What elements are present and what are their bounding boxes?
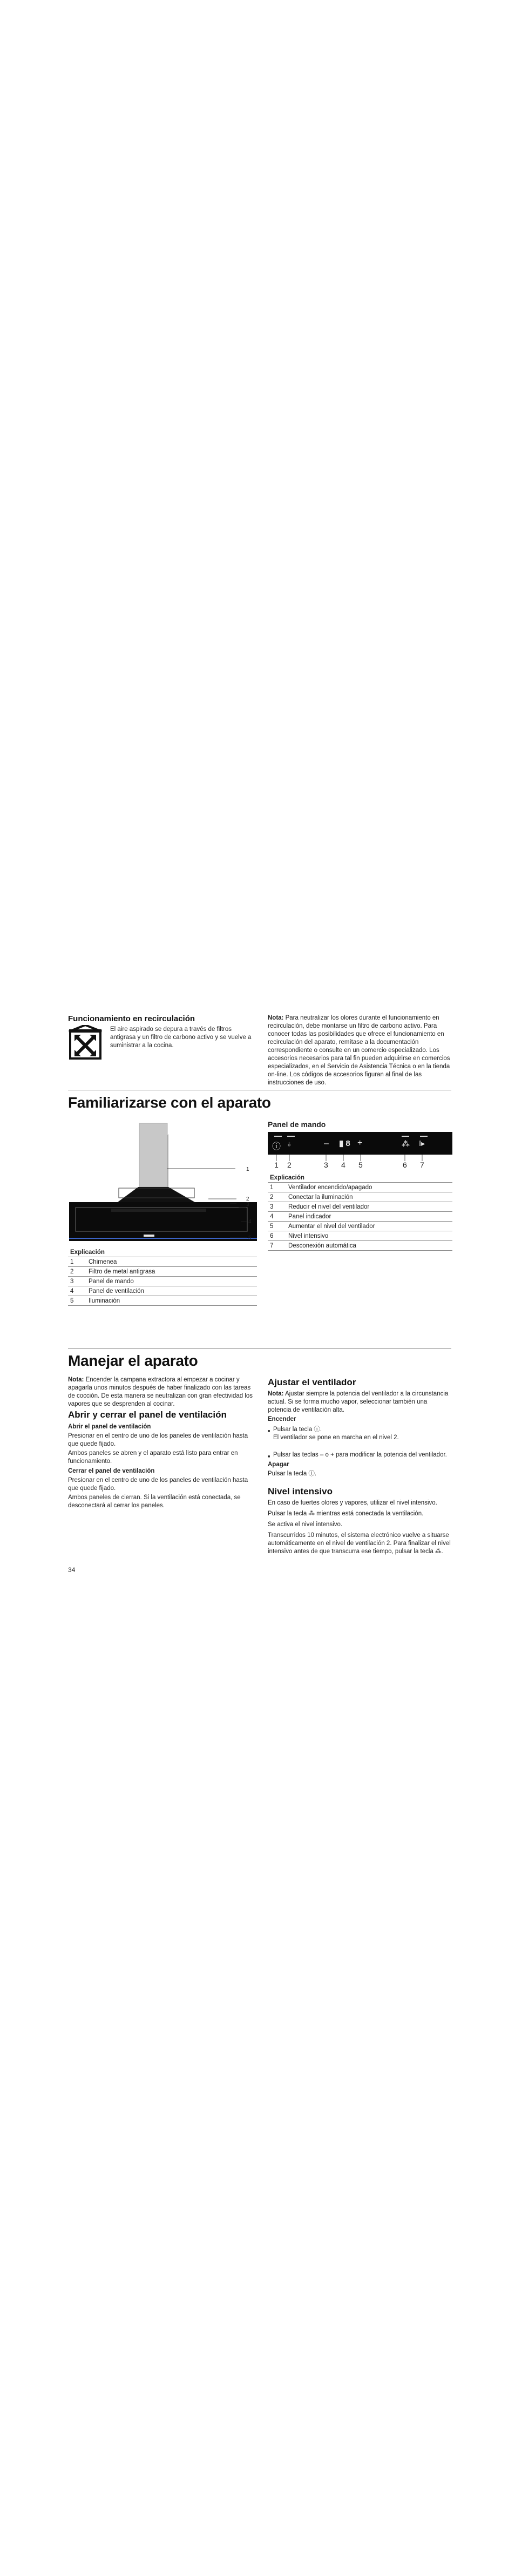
cerrar-text-1: Presionar en el centro de uno de los paneles de ventilación hasta que quede fijado. <box>68 1477 248 1492</box>
encender-step-1: ■ Pulsar la tecla ⓘ. <box>268 1426 451 1434</box>
table-row: 4 Panel indicador <box>268 1212 452 1222</box>
manejar-note <box>68 1376 257 1408</box>
panel-key-mark <box>274 1136 282 1137</box>
panel-number-2: 2 <box>287 1161 292 1169</box>
callout-5: 5 <box>248 1235 252 1241</box>
encender-step-2: ■ Pulsar las teclas – o + para modificar la potencia del ventilador. <box>268 1451 451 1459</box>
panel-title: Panel de mando <box>268 1120 326 1129</box>
ajustar-title: Ajustar el ventilador <box>268 1377 356 1387</box>
abrir-text-1: Presionar en el centro de uno de los paneles de ventilación hasta que quede fijado. <box>68 1433 248 1447</box>
table-row: 2 Conectar la iluminación <box>268 1192 452 1202</box>
display-indicator: ▮ 8 <box>339 1139 350 1148</box>
familiar-title: Familiarizarse con el aparato <box>68 1094 271 1111</box>
table-row: 7 Desconexión automática <box>268 1241 452 1251</box>
intensivo-text-4: Transcurridos 10 minutos, el sistema electrónico vuelve a situarse automáticamente en el nivel de ventilación 2. Para finalizar el nivel intensivo antes de que transcurra ese tiempo, pulsar la tecla ⁂. <box>268 1532 451 1555</box>
legend-table-panel <box>268 1173 452 1251</box>
legend-table-hood <box>68 1247 257 1306</box>
abrir-text-2: Ambos paneles se abren y el aparato está listo para entrar en funcionamiento. <box>68 1450 238 1465</box>
recirculation-icon <box>68 1025 103 1061</box>
intensive-icon[interactable]: ⁂ <box>402 1139 410 1149</box>
page-number: 34 <box>68 1566 76 1574</box>
recirc-note <box>268 1014 451 1087</box>
note-label: Nota: <box>268 1015 284 1021</box>
intensivo-title: Nivel intensivo <box>268 1486 333 1496</box>
table-row: 3 Panel de mando <box>68 1277 257 1286</box>
panel-number-7: 7 <box>420 1161 424 1169</box>
apagar-text: Pulsar la tecla ⓘ. <box>268 1471 317 1477</box>
table-row: 5 Aumentar el nivel del ventilador <box>268 1222 452 1231</box>
note-label: Nota: <box>268 1391 284 1397</box>
power-icon[interactable]: ⓘ <box>272 1142 281 1151</box>
hood-illustration <box>68 1122 257 1241</box>
plus-icon[interactable]: + <box>357 1138 363 1148</box>
recirc-title: Funcionamiento en recirculación <box>68 1014 195 1023</box>
encender-step-1-result: El ventilador se pone en marcha en el nivel 2. <box>273 1434 399 1441</box>
panel-key-mark <box>402 1136 409 1137</box>
recirc-text: El aire aspirado se depura a través de filtros antigrasa y un filtro de carbono activo y se vuelve a suministrar a la cocina. <box>110 1026 252 1049</box>
table-row: 6 Nivel intensivo <box>268 1231 452 1241</box>
table-row: 1 Chimenea <box>68 1257 257 1267</box>
intensivo-text-1: En caso de fuertes olores y vapores, utilizar el nivel intensivo. <box>268 1500 437 1506</box>
table-row: 2 Filtro de metal antigrasa <box>68 1267 257 1277</box>
abrir-subtitle: Abrir el panel de ventilación <box>68 1424 151 1430</box>
manejar-title: Manejar el aparato <box>68 1352 198 1369</box>
panel-number-4: 4 <box>341 1161 345 1169</box>
auto-off-icon[interactable]: Ⅰ▸ <box>419 1139 425 1148</box>
intensivo-text-3: Se activa el nivel intensivo. <box>268 1521 343 1528</box>
note-text: Ajustar siempre la potencia del ventilador a la circunstancia actual. Si se forma mucho vapor, seleccionar también una potencia de ventilación alta. <box>268 1391 449 1413</box>
legend-header: Explicación <box>68 1247 257 1257</box>
table-row: 1 Ventilador encendido/apagado <box>268 1183 452 1192</box>
ajustar-note <box>268 1390 451 1414</box>
note-label: Nota: <box>68 1377 84 1383</box>
legend-header: Explicación <box>268 1173 452 1183</box>
panel-number-6: 6 <box>403 1161 407 1169</box>
encender-subtitle: Encender <box>268 1416 296 1422</box>
note-text: Encender la campana extractora al empezar a cocinar y apagarla unos minutos después de haber finalizado con las tareas de cocción. De esta manera se neutralizan con gran efectividad los vapores que se desprenden al cocinar. <box>68 1377 253 1407</box>
abrir-title: Abrir y cerrar el panel de ventilación <box>68 1410 227 1420</box>
light-icon[interactable]: ♁ <box>286 1139 293 1149</box>
table-row: 3 Reducir el nivel del ventilador <box>268 1202 452 1212</box>
panel-key-mark <box>420 1136 428 1137</box>
note-text: Para neutralizar los olores durante el funcionamiento en recirculación, debe montarse un filtro de carbono activo. Para conocer todas las posibilidades que ofrece el funcionamiento en recirculación del aparato, remítase a la documentación correspondiente o consulte en un comercio especializado. Los accesorios necesarios para tal fin pueden adquirirse en comercios especializados, en el Servicio de Asistencia Técnica o en la tienda on-line. Los códigos de accesorios figuran al final de las instrucciones de uso. <box>268 1015 450 1086</box>
callout-2: 2 <box>246 1196 249 1202</box>
panel-number-5: 5 <box>358 1161 363 1169</box>
apagar-subtitle: Apagar <box>268 1461 289 1468</box>
callout-3: 3 <box>246 1202 249 1208</box>
callout-4: 4 <box>248 1219 252 1225</box>
panel-key-mark <box>287 1136 295 1137</box>
cerrar-text-2: Ambos paneles de cierran. Si la ventilación está conectada, se desconectará al cerrar los paneles. <box>68 1494 241 1509</box>
panel-number-1: 1 <box>274 1161 279 1169</box>
control-panel <box>268 1132 452 1155</box>
table-row: 4 Panel de ventilación <box>68 1286 257 1296</box>
panel-number-3: 3 <box>324 1161 328 1169</box>
minus-icon[interactable]: – <box>324 1139 329 1148</box>
cerrar-subtitle: Cerrar el panel de ventilación <box>68 1468 155 1474</box>
table-row: 5 Iluminación <box>68 1296 257 1306</box>
intensivo-text-2: Pulsar la tecla ⁂ mientras está conectada la ventilación. <box>268 1510 424 1517</box>
callout-1: 1 <box>246 1166 249 1172</box>
